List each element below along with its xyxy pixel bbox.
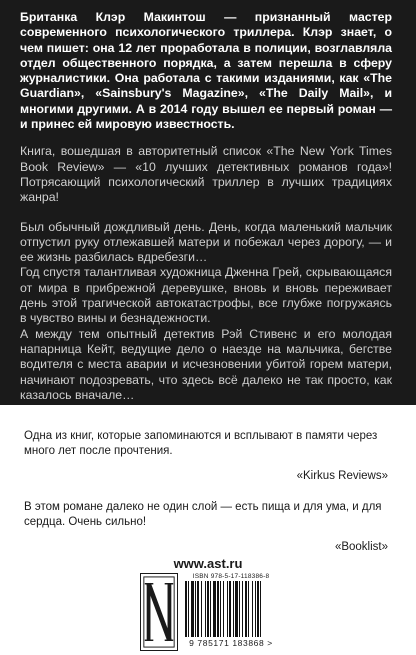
barcode-bar	[229, 581, 231, 637]
barcode-bar	[191, 581, 194, 637]
barcode-bar	[188, 581, 189, 637]
barcode-bar	[257, 581, 259, 637]
barcode-bar	[223, 581, 224, 637]
barcode-bar	[205, 581, 206, 637]
barcode-bar	[195, 581, 196, 637]
review-quote	[24, 429, 388, 484]
barcode-number: 9 785171 183868 >	[189, 638, 273, 648]
barcode-bar	[210, 581, 211, 637]
synopsis-paragraph: Был обычный дождливый день. День, когда маленький мальчик отпустил руку отлежавшей матери и побежал через дорогу, — и ее жизнь разбилась вдребезги…	[20, 219, 392, 265]
synopsis-paragraph: Год спустя талантливая художница Дженна Грей, скрывающаяся от мира в прибрежной деревушке, вновь и вновь переживает день этой трагической автокатастрофы, все глубже погружаясь в чувство вины и безнадежности.	[20, 265, 392, 326]
barcode-bar	[207, 581, 209, 637]
quote-text: Одна из книг, которые запоминаются и всплывают в памяти через много лет после прочтения.	[24, 430, 378, 457]
barcode-bar	[217, 581, 219, 637]
barcode-bar	[260, 581, 261, 637]
quote-text: В этом романе далеко не один слой — есть пища и для ума, и для сердца. Очень сильно!	[24, 501, 382, 528]
barcode-bar	[213, 581, 216, 637]
quote-source: «Kirkus Reviews»	[296, 470, 388, 482]
barcode-bar	[201, 581, 202, 637]
barcode-bar	[220, 581, 221, 637]
barcode-bar	[197, 581, 199, 637]
promo-text: Книга, вошедшая в авторитетный список «The New York Times Book Review» — «10 лучших детективных романов года»! Потрясающий психологический триллер в лучших традициях жанра!	[20, 144, 392, 205]
barcode-bar	[255, 581, 256, 637]
quote-source: «Booklist»	[334, 541, 388, 553]
barcode-bar	[235, 581, 238, 637]
barcode-bars	[183, 581, 279, 637]
isbn-label: ISBN 978-5-17-118386-8	[192, 573, 270, 580]
synopsis	[20, 220, 392, 404]
barcode-bar	[185, 581, 187, 637]
barcode-bar	[227, 581, 228, 637]
barcode-bar	[245, 581, 247, 637]
author-bio: Британка Клэр Макинтош — признанный мастер современного психологического триллера. Клэр знает, о чем пишет: она 12 лет проработала в полиции, возглавляла отдел общественного порядка, а затем перешла в сферу журналистики. Она работала с такими изданиями, как «The Guardian», «Sainsbury's Magazine», «The Daily Mail», и многими другими. А в 2014 году вышел ее первый роман — и принес ей мировую известность.	[20, 10, 392, 132]
barcode-bar	[233, 581, 234, 637]
synopsis-paragraph: А между тем опытный детектив Рэй Стивенс и его молодая напарница Кейт, ведущие дело о наезде на мальчика, бегстве водителя с места аварии и исчезновении убитой горем матери, начинают подозревать, что здесь всё далеко не так просто, как казалось вначале…	[20, 326, 392, 402]
publisher-website: www.ast.ru	[173, 556, 243, 571]
barcode-bar	[242, 581, 243, 637]
barcode	[183, 573, 279, 651]
n-monogram-logo-icon	[140, 573, 178, 651]
barcode-bar	[239, 581, 240, 637]
review-quote	[24, 500, 388, 555]
barcode-bar	[252, 581, 253, 637]
barcode-bar	[248, 581, 249, 637]
